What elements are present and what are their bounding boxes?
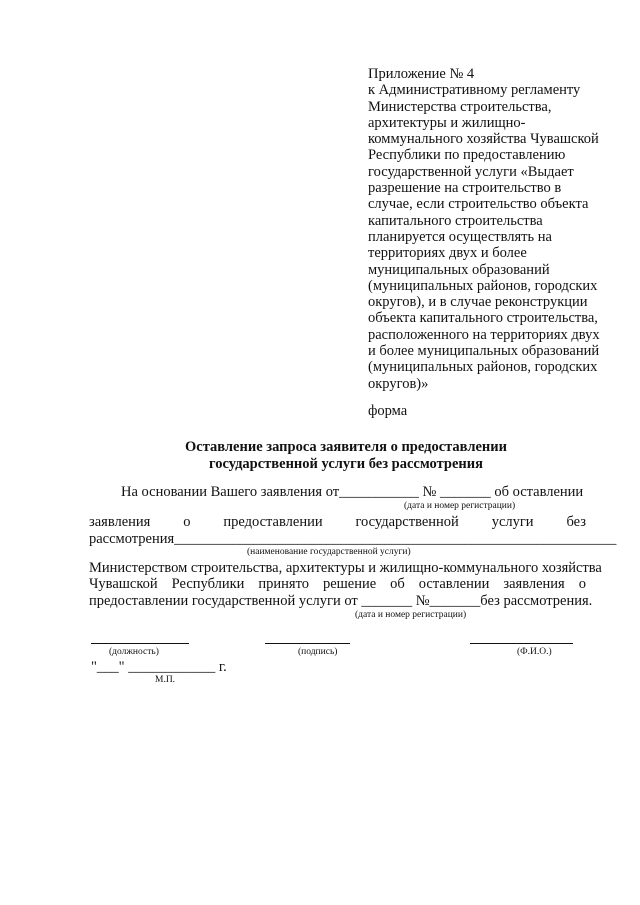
date-line: "___" ____________ г. — [91, 659, 227, 675]
appendix-line: капитального строительства — [368, 212, 543, 229]
para1-line1: На основании Вашего заявления от___________ № _______ об оставлении — [121, 484, 584, 500]
para1-line2 — [89, 515, 586, 530]
appendix-line: архитектуры и жилищно- — [368, 114, 526, 131]
para2-line1: Министерством строительства, архитектуры и жилищно-коммунального хозяйства — [89, 560, 602, 576]
signature-line — [265, 643, 350, 644]
word: Республики — [171, 576, 245, 592]
signature-caption: (подпись) — [298, 647, 338, 657]
appendix-line: расположенного на территориях двух — [368, 326, 600, 343]
appendix-line: к Административному регламенту — [368, 82, 581, 99]
form-label: форма — [368, 403, 408, 419]
appendix-line: округов), и в случае реконструкции — [368, 294, 588, 311]
word: услуги — [491, 514, 534, 530]
word: о — [183, 514, 191, 530]
word: оставлении — [418, 576, 490, 592]
appendix-line: и более муниципальных образований — [368, 343, 600, 360]
name-caption: (Ф.И.О.) — [517, 647, 552, 657]
appendix-line: Приложение № 4 — [368, 66, 475, 82]
appendix-line: муниципальных образований — [368, 261, 550, 278]
caption-date-registration: (дата и номер регистрации) — [404, 501, 516, 511]
para2-line3: предоставлении государственной услуги от _______ №_______без рассмотрения. — [89, 593, 593, 609]
appendix-line: объекта капитального строительства, — [368, 310, 598, 327]
appendix-line: территориях двух и более — [368, 245, 527, 262]
para2-line2 — [89, 577, 586, 592]
document-title-line-2: государственной услуги без рассмотрения — [209, 456, 483, 472]
word: заявления — [503, 576, 565, 592]
word: о — [578, 576, 586, 592]
appendix-line: государственной услуги «Выдает — [368, 163, 574, 180]
word: Чувашской — [89, 576, 158, 592]
appendix-line: коммунального хозяйства Чувашской — [368, 131, 599, 148]
word: об — [390, 576, 405, 592]
appendix-line: Республики по предоставлению — [368, 147, 566, 164]
word: принято — [258, 576, 309, 592]
caption-service-name: (наименование государственной услуги) — [247, 547, 411, 557]
appendix-line: планируется осуществлять на — [368, 228, 552, 245]
para1-line3: рассмотрения_____________________________________________________________ — [89, 531, 617, 547]
appendix-line: случае, если строительство объекта — [368, 196, 589, 213]
word: предоставлении — [223, 514, 323, 530]
caption-date-registration-2: (дата и номер регистрации) — [355, 610, 467, 620]
appendix-line: округов)» — [368, 375, 429, 392]
position-caption: (должность) — [109, 647, 159, 657]
name-line — [470, 643, 573, 644]
word: заявления — [89, 514, 151, 530]
stamp-label: М.П. — [155, 675, 176, 685]
appendix-line: (муниципальных районов, городских — [368, 277, 598, 294]
word: решение — [322, 576, 377, 592]
appendix-block — [368, 66, 608, 392]
appendix-line: (муниципальных районов, городских — [368, 359, 598, 376]
document-title-line-1: Оставление запроса заявителя о предоставлении — [185, 439, 507, 455]
position-line — [91, 643, 189, 644]
word: без — [566, 514, 586, 530]
appendix-line: разрешение на строительство в — [368, 180, 562, 197]
word: государственной — [355, 514, 459, 530]
appendix-line: Министерства строительства, — [368, 98, 552, 115]
